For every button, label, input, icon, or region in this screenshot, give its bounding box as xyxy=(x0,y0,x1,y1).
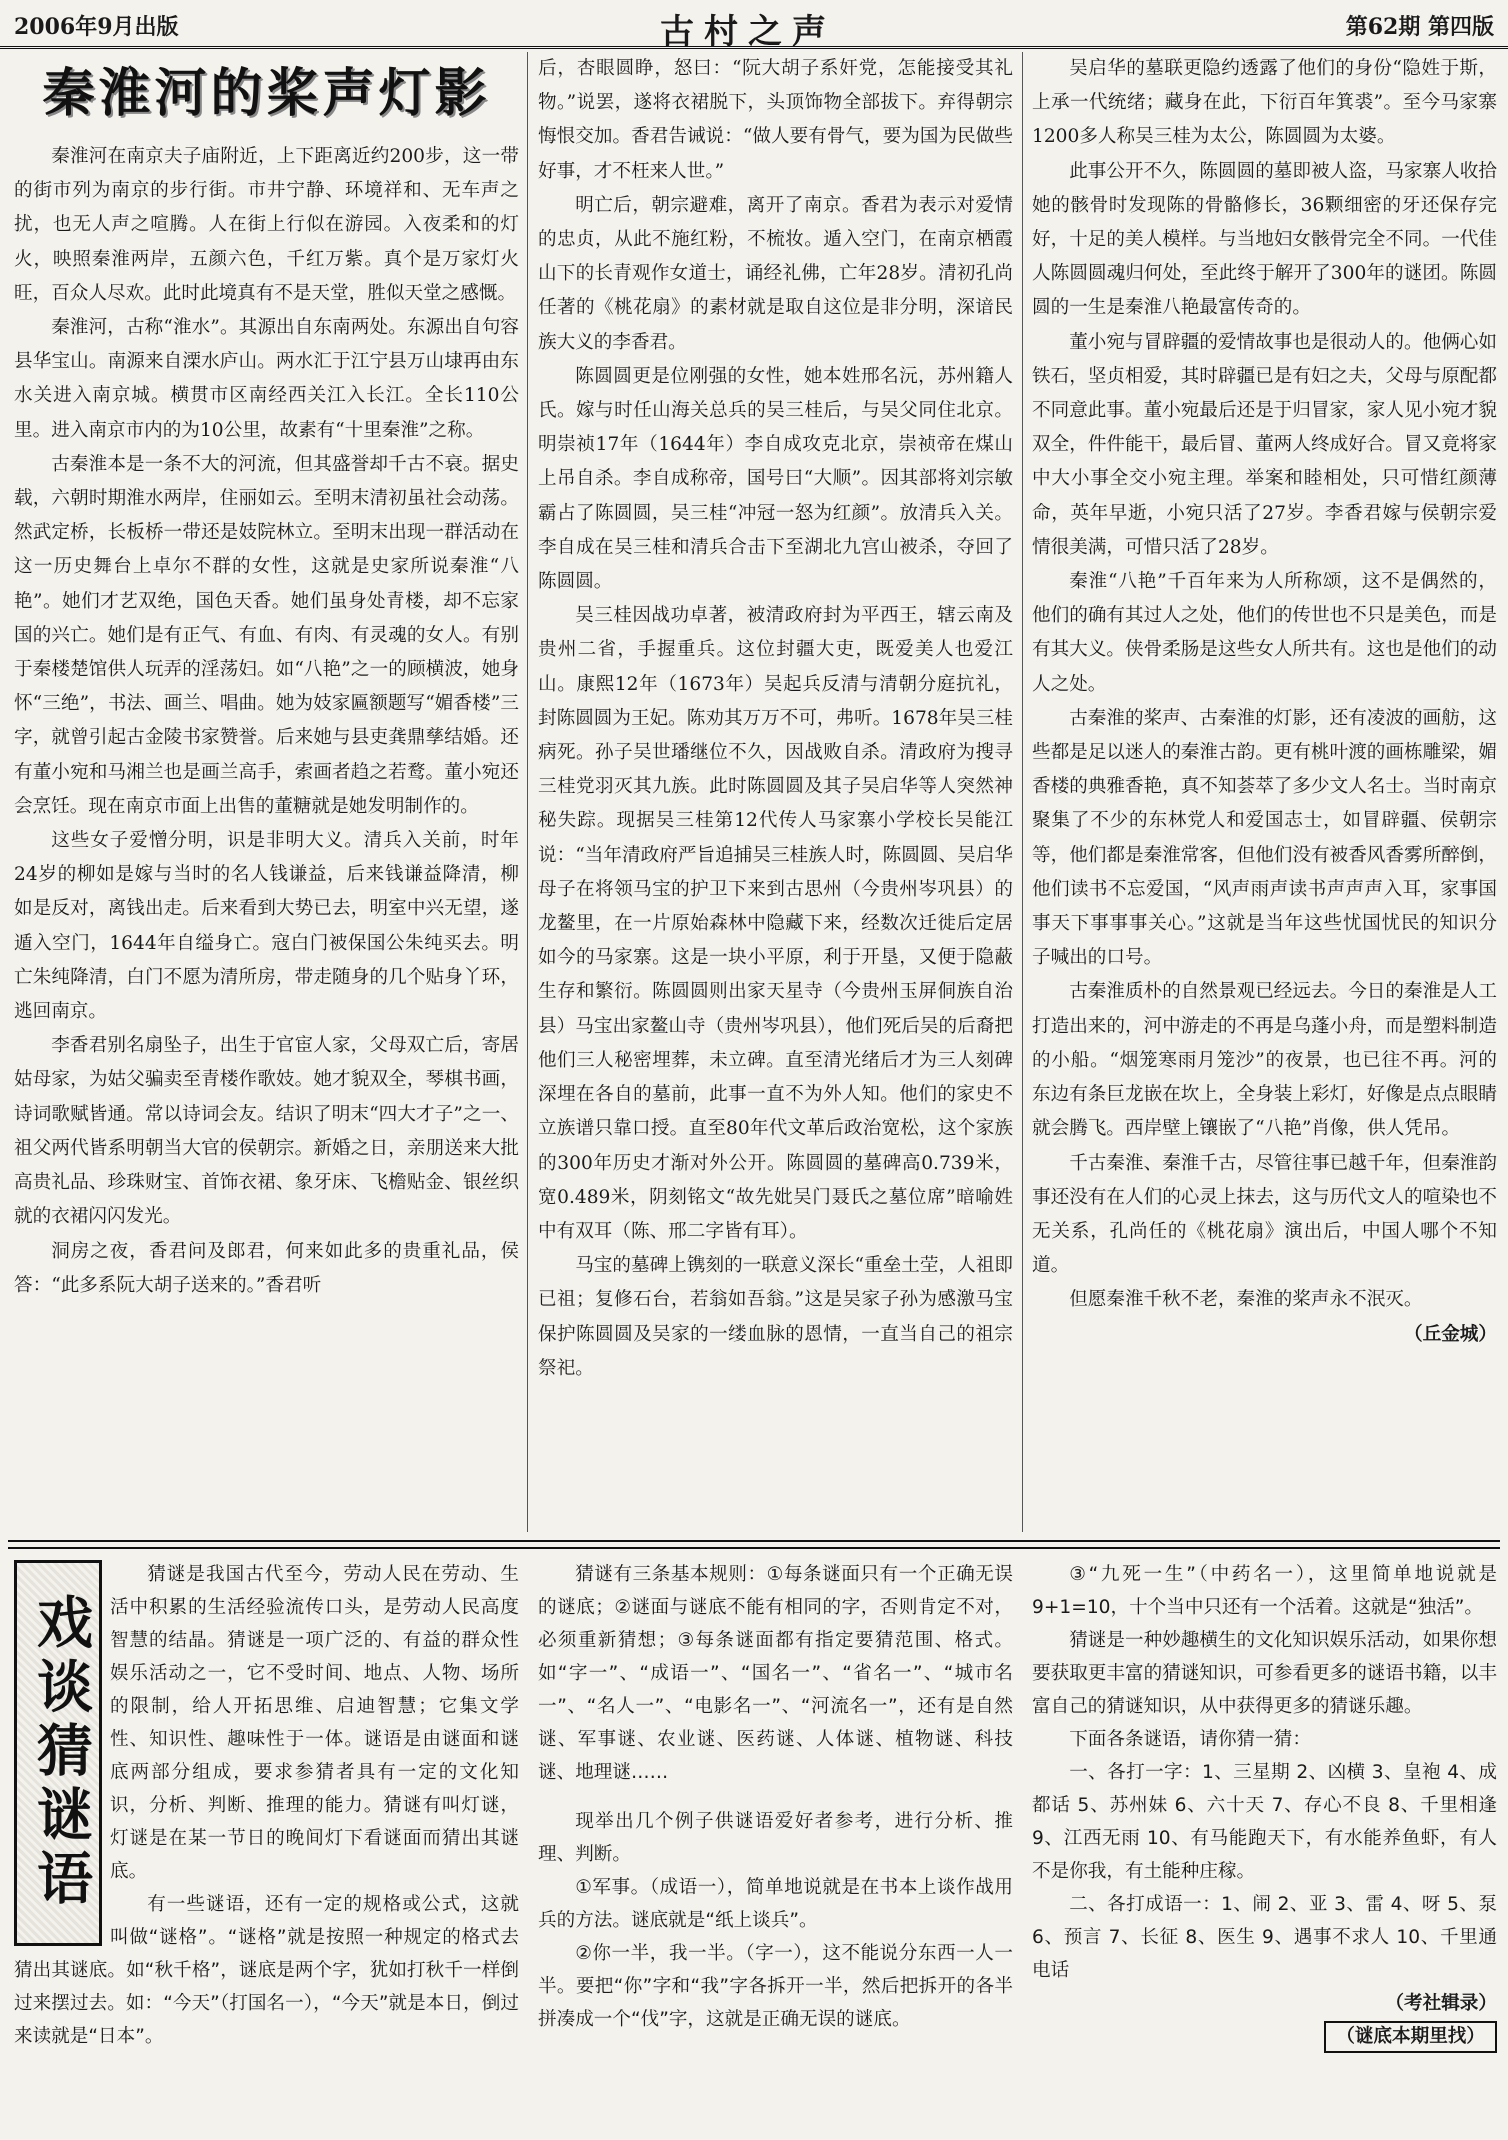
article2-column-2 xyxy=(538,1558,1013,2133)
paragraph: ②你一半，我一半。（字一），这不能说分东西一人一半。要把“你”字和“我”字各拆开一半，然后把拆开的各半拼凑成一个“伐”字，这就是正确无误的谜底。 xyxy=(538,1943,1013,2030)
paragraph: 李香君别名扇坠子，出生于官宦人家，父母双亡后，寄居姑母家，为姑父骗卖至青楼作歌妓。她才貌双全，琴棋书画，诗词歌赋皆通。常以诗词会友。结识了明末“四大才子”之一、祖父两代皆系明朝当大官的侯朝宗。新婚之日，亲朋送来大批高贵礼品、珍珠财宝、首饰衣裙、象牙床、飞檐贴金、银丝织就的衣裙闪闪发光。 xyxy=(14,1035,519,1228)
paragraph: 古秦淮本是一条不大的河流，但其盛誉却千古不衰。据史载，六朝时期淮水两岸，住丽如云。至明末清初虽社会动荡。然武定桥，长板桥一带还是妓院林立。至明末出现一群活动在这一历史舞台上卓尔不群的女性，这就是史家所说秦淮“八艳”。她们才艺双绝，国色天香。她们虽身处青楼，却不忘家国的兴亡。她们是有正气、有血、有肉、有灵魂的女人。有别于秦楼楚馆供人玩弄的淫荡妇。如“八艳”之一的顾横波，她身怀“三绝”，书法、画兰、唱曲。她为妓家匾额题写“媚香楼”三字，就曾引起古金陵书家赞誉。后来她与县吏龚鼎孳结婚。还有董小宛和马湘兰也是画兰高手，索画者趋之若鹜。董小宛还会烹饪。现在南京市面上出售的董糖就是她发明制作的。 xyxy=(14,453,519,817)
article1-headline: 秦淮河的桨声灯影 xyxy=(42,64,491,124)
article2-column-1 xyxy=(14,1558,519,2133)
paragraph: 猜谜有三条基本规则：①每条谜面只有一个正确无误的谜底；②谜面与谜底不能有相同的字，否则肯定不对，必须重新猜想；③每条谜面都有指定要猜范围、格式。如“字一”、“成语一”、“国名一”、“省名一”、“城市名一”、“名人一”、“电影名一”、“河流名一”，还有是自然谜、军事谜、农业谜、医药谜、人体谜、植物谜、科技谜、地理谜…… xyxy=(538,1564,1013,1783)
masthead xyxy=(0,0,1508,52)
publish-date: 2006年9月出版 xyxy=(14,14,179,40)
paragraph: 陈圆圆更是位刚强的女性，她本姓邢名沅，苏州籍人氏。嫁与时任山海关总兵的吴三桂后，与吴父同住北京。明崇祯17年（1644年）李自成攻克北京，崇祯帝在煤山上吊自杀。李自成称帝，国号曰“大顺”。因其部将刘宗敏霸占了陈圆圆，吴三桂“冲冠一怒为红颜”。放清兵入关。李自成在吴三桂和清兵合击下至湖北九宫山被杀，夺回了陈圆圆。 xyxy=(538,365,1013,593)
paragraph: 有一些谜语，还有一定的规格或公式，这就叫做“谜格”。“谜格”就是按照一种规定的格式去猜出其谜底。如“秋千格”，谜底是两个字，犹如打秋千一样倒过来摆过去。如：“今天”（打国名一），“今天”就是本日，倒过来读就是“日本”。 xyxy=(14,1894,519,2047)
paragraph: 此事公开不久，陈圆圆的墓即被人盗，马家寨人收拾她的骸骨时发现陈的骨骼修长，36颗细密的牙还保存完好，十足的美人模样。与当地妇女骸骨完全不同。一代佳人陈圆圆魂归何处，至此终于解开了300年的谜团。陈圆圆的一生是秦淮八艳最富传奇的。 xyxy=(1032,160,1497,319)
paragraph: 猜谜是一种妙趣横生的文化知识娱乐活动，如果你想要获取更丰富的猜谜知识，可参看更多的谜语书籍，以丰富自己的猜谜知识，从中获得更多的猜谜乐趣。 xyxy=(1032,1630,1497,1717)
column-divider xyxy=(1022,52,1023,1532)
paragraph: 董小宛与冒辟疆的爱情故事也是很动人的。他俩心如铁石，坚贞相爱，其时辟疆已是有妇之夫，父母与原配都不同意此事。董小宛最后还是于归冒家，家人见小宛才貌双全，件件能干，最后冒、董两人终成好合。冒又竟将家中大小事全交小宛主理。举案和睦相处，只可惜红颜薄命，英年早逝，小宛只活了27岁。李香君嫁与侯朝宗爱情很美满，可惜只活了28岁。 xyxy=(1032,331,1497,558)
article1-column-3 xyxy=(1032,52,1497,1534)
paragraph: 千古秦淮、秦淮千古，尽管往事已越千年，但秦淮韵事还没有在人们的心灵上抹去，这与历代文人的喧染也不无关系，孔尚任的《桃花扇》演出后，中国人哪个不知道。 xyxy=(1032,1152,1497,1277)
article1-column-1 xyxy=(14,56,519,1534)
compiler-credit: （考社辑录） xyxy=(1385,1993,1497,2014)
paragraph: 秦淮河在南京夫子庙附近，上下距离近约200步，这一带的街市列为南京的步行街。市井宁静、环境祥和、无车声之扰，也无人声之喧腾。人在街上行似在游园。入夜柔和的灯火，映照秦淮两岸，五颜六色，千红万紫。真个是万家灯火旺，百众人尽欢。此时此境真有不是天堂，胜似天堂之感慨。 xyxy=(14,146,519,304)
paragraph: 马宝的墓碑上镌刻的一联意义深长“重垒土茔，人祖即已祖；复修石台，若翁如吾翁。”这是吴家子孙为感激马宝保护陈圆圆及吴家的一缕血脉的恩情，一直当自己的祖宗祭祀。 xyxy=(538,1255,1013,1379)
paragraph: 秦淮河，古称“淮水”。其源出自东南两处。东源出自句容县华宝山。南源来自溧水庐山。两水汇于江宁县万山埭再由东水关进入南京城。横贯市区南经西关江入长江。全长110公里。进入南京市内的为10公里，故素有“十里秦淮”之称。 xyxy=(14,317,519,441)
answer-note-wrap xyxy=(1032,2020,1497,2053)
section-divider xyxy=(8,1540,1500,1549)
paragraph: 吴三桂因战功卓著，被清政府封为平西王，辖云南及贵州二省，手握重兵。这位封疆大吏，既爱美人也爱江山。康熙12年（1673年）吴起兵反清与清朝分庭抗礼，封陈圆圆为王妃。陈劝其万万不可，弗听。1678年吴三桂病死。孙子吴世璠继位不久，因战败自杀。清政府为搜寻三桂党羽灭其九族。此时陈圆圆及其子吴启华等人突然神秘失踪。现据吴三桂第12代传人马家寨小学校长吴能江说：“当年清政府严旨追捕吴三桂族人时，陈圆圆、吴启华母子在将领马宝的护卫下来到古思州（今贵州岑巩县）的龙鳌里，在一片原始森林中隐藏下来，经数次迁徙后定居如今的马家寨。这是一块小平原，利于开垦，又便于隐蔽生存和繁衍。陈圆圆则出家天星寺（今贵州玉屏侗族自治县）马宝出家鳌山寺（贵州岑巩县），他们死后吴的后裔把他们三人秘密埋葬，未立碑。直至清光绪后才为三人刻碑深埋在各自的墓前，此事一直不为外人知。他们的家史不立族谱只靠口授。直至80年代文革后政治宽松，这个家族的300年历史才渐对外公开。陈圆圆的墓碑高0.739米，宽0.489米，阴刻铭文“故先妣吴门聂氏之墓位席”暗喻姓中有双耳（陈、邢二字皆有耳）。 xyxy=(538,605,1013,1242)
paragraph: 但愿秦淮千秋不老，秦淮的桨声永不泯灭。 xyxy=(1069,1289,1423,1311)
riddle-section xyxy=(0,1552,1508,2140)
paragraph: ①军事。（成语一），简单地说就是在书本上谈作战用兵的方法。谜底就是“纸上谈兵”。 xyxy=(538,1877,1013,1931)
paragraph: 下面各条谜语，请你猜一猜： xyxy=(1069,1729,1311,1750)
issue-number: 第62期 第四版 xyxy=(1345,14,1494,40)
author-credit: （丘金城） xyxy=(1404,1323,1497,1345)
paragraph: 后，杏眼圆睁，怒曰：“阮大胡子系奸党，怎能接受其礼物。”说罢，遂将衣裙脱下，头顶饰物全部拔下。弃得朝宗悔恨交加。香君告诫说：“做人要有骨气，要为国为民做些好事，才不枉来人世。” xyxy=(538,58,1013,182)
paragraph: 这些女子爱憎分明，识是非明大义。清兵入关前，时年24岁的柳如是嫁与当时的名人钱谦益，后来钱谦益降清，柳如是反对，离钱出走。后来看到大势已去，明室中兴无望，遂遁入空门，1644年自缢身亡。寇白门被保国公朱纯买去。明亡朱纯降清，白门不愿为清所房，带走随身的几个贴身丫环，逃回南京。 xyxy=(14,830,519,1023)
article2-column-3 xyxy=(1032,1558,1497,2133)
quiz-idioms: 二、各打成语一：1、闹 2、亚 3、雷 4、呀 5、泵 6、预言 7、长征 8、医生 9、遇事不求人 10、千里通电话 xyxy=(1032,1894,1497,1981)
paragraph: 秦淮“八艳”千百年来为人所称颂，这不是偶然的，他们的确有其过人之处，他们的传世也不只是美色，而是有其大义。侠骨柔肠是这些女人所共有。这也是他们的动人之处。 xyxy=(1032,571,1497,695)
riddle-section-title: 戏谈猜谜语 xyxy=(14,1560,102,1946)
paragraph: 猜谜是我国古代至今，劳动人民在劳动、生活中积累的生活经验流传口头，是劳动人民高度智慧的结晶。猜谜是一项广泛的、有益的群众性娱乐活动之一，它不受时间、地点、人物、场所的限制，给人开拓思维、启迪智慧；它集文学性、知识性、趣味性于一体。谜语是由谜面和谜底两部分组成，要求参猜者具有一定的文化知识，分析、判断、推理的能力。猜谜有叫灯谜，灯谜是在某一节日的晚间灯下看谜面而猜出其谜底。 xyxy=(110,1564,519,1882)
paragraph: 吴启华的墓联更隐约透露了他们的身份“隐姓于斯，上承一代统绪；藏身在此，下衍百年箕裘”。至今马家寨1200多人称吴三桂为太公，陈圆圆为太婆。 xyxy=(1032,58,1497,148)
quiz-characters: 一、各打一字：1、三星期 2、凶横 3、皇袍 4、成都话 5、苏州妹 6、六十天 7、存心不良 8、千里相逢 9、江西无雨 10、有马能跑天下，有水能养鱼虾，有人不是你我，有土能种庄稼。 xyxy=(1032,1762,1497,1882)
answer-note: （谜底本期里找） xyxy=(1324,2021,1497,2053)
paragraph: 古秦淮质朴的自然景观已经远去。今日的秦淮是人工打造出来的，河中游走的不再是乌蓬小舟，而是塑料制造的小船。“烟笼寒雨月笼沙”的夜景，也已往不再。河的东边有条巨龙嵌在坎上，全身装上彩灯，好像是点点眼睛就会腾飞。西岸壁上镶嵌了“八艳”肖像，供人凭吊。 xyxy=(1032,981,1497,1140)
paragraph: 明亡后，朝宗避难，离开了南京。香君为表示对爱情的忠贞，从此不施红粉，不梳妆。遁入空门，在南京栖霞山下的长青观作女道士，诵经礼佛，亡年28岁。清初孔尚任著的《桃花扇》的素材就是取自这位是非分明，深谙民族大义的李香君。 xyxy=(538,194,1013,353)
paragraph: 现举出几个例子供谜语爱好者参考，进行分析、推理、判断。 xyxy=(538,1811,1013,1865)
article1-column-2 xyxy=(538,52,1013,1534)
paragraph: ③“九死一生”（中药名一），这里简单地说就是9+1=10，十个当中只还有一个活着。这就是“独活”。 xyxy=(1032,1564,1497,1618)
newspaper-title: 古村之声 xyxy=(660,12,836,52)
title-spacer xyxy=(14,1558,110,1953)
column-divider xyxy=(527,52,528,1532)
spacer xyxy=(538,1789,1013,1805)
paragraph: 古秦淮的桨声、古秦淮的灯影，还有凌波的画舫，这些都是足以迷人的秦淮古韵。更有桃叶渡的画栋雕梁，媚香楼的典雅香艳，真不知荟萃了多少文人名士。当时南京聚集了不少的东林党人和爱国志士，如冒辟疆、侯朝宗等，他们都是秦淮常客，但他们没有被香风香雾所醉倒，他们读书不忘爱国，“风声雨声读书声声声入耳，家事国事天下事事事关心。”这就是当年这些忧国忧民的知识分子喊出的口号。 xyxy=(1032,707,1497,969)
paragraph: 洞房之夜，香君问及郎君，何来如此多的贵重礼品，侯答：“此多系阮大胡子送来的。”香君听 xyxy=(14,1240,519,1296)
